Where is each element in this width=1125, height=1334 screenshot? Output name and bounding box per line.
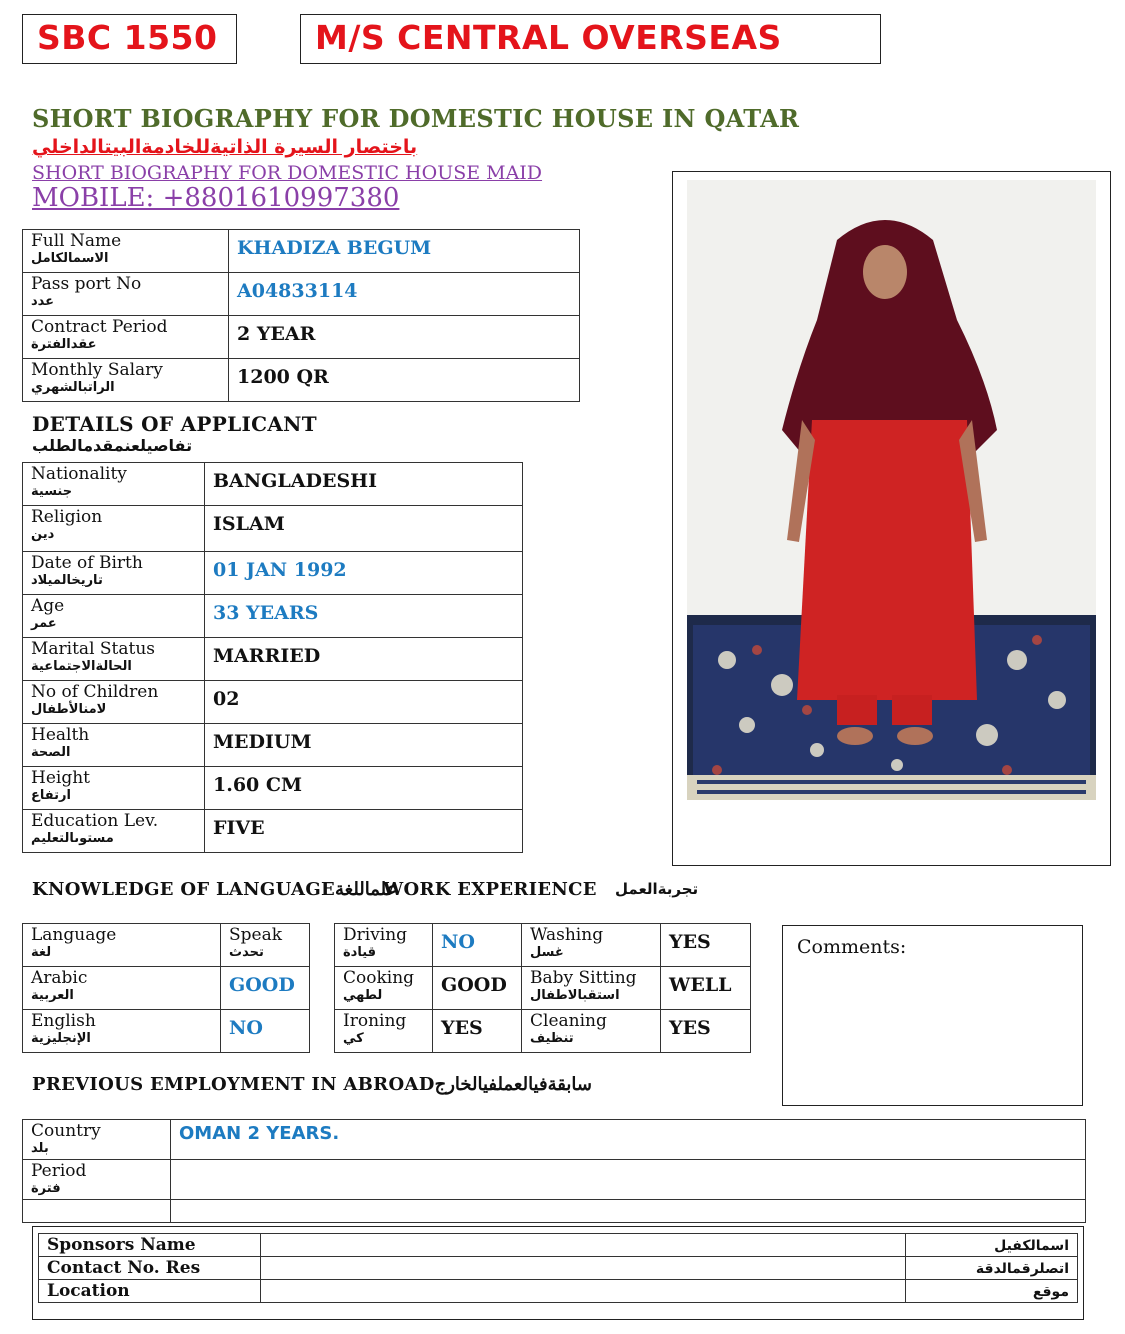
sponsor-table: [38, 1233, 1078, 1303]
field-value: ISLAM: [213, 513, 285, 535]
field-label-cell: [23, 230, 229, 273]
language-heading: KNOWLEDGE OF LANGUAGEعلماللغة: [32, 879, 398, 900]
previous-employment-row: [23, 1160, 1086, 1200]
field-label: Pass port No: [31, 274, 142, 294]
field-label: Monthly Salary: [31, 360, 163, 380]
field-label-arabic: جنسية: [31, 484, 73, 499]
work-value-cell: [433, 1010, 522, 1053]
field-label: Period: [31, 1161, 87, 1181]
field-label-arabic: عدد: [31, 294, 55, 309]
agency-name: M/S CENTRAL OVERSEAS: [300, 14, 881, 64]
detail-row: [23, 681, 523, 724]
field-value-cell: [171, 1160, 1086, 1200]
field-value: MARRIED: [213, 645, 321, 667]
language-value-cell: [221, 1010, 310, 1053]
empty-cell: [23, 1200, 171, 1223]
language-label: Arabic: [31, 968, 88, 988]
detail-row: [23, 724, 523, 767]
language-label: English: [31, 1011, 96, 1031]
field-value: OMAN 2 YEARS.: [179, 1123, 340, 1144]
field-label: Full Name: [31, 231, 122, 251]
language-label: Language: [31, 925, 117, 945]
work-label-arabic: تنظيف: [530, 1031, 574, 1046]
work-label-cell: [522, 924, 661, 967]
field-value-cell: [229, 273, 580, 316]
sponsor-label: Sponsors Name: [47, 1235, 196, 1255]
field-value: KHADIZA BEGUM: [237, 237, 432, 259]
sponsor-label-arabic-cell: [906, 1280, 1078, 1303]
basic-info-row: [23, 230, 580, 273]
sponsor-value-cell[interactable]: [261, 1280, 906, 1303]
field-label-cell: [23, 724, 205, 767]
basic-info-row: [23, 273, 580, 316]
basic-info-row: [23, 359, 580, 402]
work-label: Ironing: [343, 1011, 407, 1031]
field-label-arabic: بلد: [31, 1141, 49, 1156]
work-value: NO: [441, 931, 475, 953]
sponsor-row: [39, 1280, 1078, 1303]
language-value-cell: [221, 967, 310, 1010]
photo-frame: [672, 171, 1111, 866]
field-value-cell: [205, 552, 523, 595]
sponsor-label-arabic: موقع: [1032, 1284, 1069, 1300]
work-value: YES: [441, 1017, 483, 1039]
detail-row: [23, 638, 523, 681]
field-label-arabic: عمر: [31, 616, 57, 631]
field-label-cell: [23, 1160, 171, 1200]
work-value: GOOD: [441, 974, 507, 996]
sponsor-label: Contact No. Res: [47, 1258, 201, 1278]
field-label: Contract Period: [31, 317, 168, 337]
basic-info-table: [22, 229, 580, 402]
field-label: Religion: [31, 507, 103, 527]
field-value-cell: [229, 316, 580, 359]
sponsor-value-cell[interactable]: [261, 1234, 906, 1257]
field-label-cell: [23, 595, 205, 638]
language-row: [23, 967, 310, 1010]
field-label-cell: [23, 359, 229, 402]
work-row: [335, 924, 751, 967]
detail-row: [23, 767, 523, 810]
work-label-arabic: غسل: [530, 945, 564, 960]
work-value: YES: [669, 1017, 711, 1039]
field-label-cell: [23, 273, 229, 316]
sponsor-label-cell: [39, 1280, 261, 1303]
work-value-cell: [661, 967, 751, 1010]
field-value-cell: [205, 681, 523, 724]
field-label-arabic: عقدالفترة: [31, 337, 97, 352]
language-row: [23, 924, 310, 967]
language-label-cell: [23, 1010, 221, 1053]
previous-employment-heading: PREVIOUS EMPLOYMENT IN ABROADسابقةفيالعملفيالخارج: [32, 1074, 592, 1095]
field-label: Age: [31, 596, 65, 616]
previous-employment-row: [23, 1120, 1086, 1160]
work-experience-table: [334, 923, 751, 1053]
field-label-cell: [23, 638, 205, 681]
details-table: [22, 462, 523, 853]
work-value-cell: [433, 967, 522, 1010]
field-value: 01 JAN 1992: [213, 559, 347, 581]
sponsor-label-arabic-cell: [906, 1234, 1078, 1257]
field-label-arabic: تاريخالميلاد: [31, 573, 103, 588]
language-label-arabic: العربية: [31, 988, 74, 1003]
language-table: [22, 923, 310, 1053]
field-value: 1200 QR: [237, 366, 329, 388]
field-label: Height: [31, 768, 90, 788]
sponsor-label-cell: [39, 1257, 261, 1280]
document-title: SHORT BIOGRAPHY FOR DOMESTIC HOUSE IN QATAR: [32, 104, 800, 133]
comments-label: Comments:: [797, 936, 907, 958]
work-row: [335, 1010, 751, 1053]
work-value-cell: [661, 1010, 751, 1053]
field-label: Health: [31, 725, 90, 745]
applicant-photo: [687, 180, 1096, 800]
field-label-arabic: الصحة: [31, 745, 71, 760]
work-label: Baby Sitting: [530, 968, 637, 988]
language-value: Speak: [229, 925, 283, 945]
language-label-cell: [23, 924, 221, 967]
previous-employment-row: [23, 1200, 1086, 1223]
field-value: 2 YEAR: [237, 323, 316, 345]
work-label-arabic: لطهي: [343, 988, 383, 1003]
field-label-cell: [23, 681, 205, 724]
work-label-cell: [335, 924, 433, 967]
sponsor-row: [39, 1257, 1078, 1280]
sponsor-label: Location: [47, 1281, 130, 1301]
sponsor-label-arabic-cell: [906, 1257, 1078, 1280]
work-label-arabic: استقبالاطفال: [530, 988, 620, 1003]
work-value: WELL: [669, 974, 732, 996]
detail-row: [23, 506, 523, 552]
work-label: Cooking: [343, 968, 415, 988]
subtitle: SHORT BIOGRAPHY FOR DOMESTIC HOUSE MAID: [32, 162, 543, 184]
field-label-cell: [23, 552, 205, 595]
work-label-cell: [522, 967, 661, 1010]
field-label: No of Children: [31, 682, 159, 702]
mobile-number: MOBILE: +8801610997380: [32, 183, 400, 213]
field-value-cell: [205, 810, 523, 853]
arabic-title: باختصار السيرة الذاتيةللخادمةالبيتالداخلي: [32, 136, 418, 158]
work-label-arabic: كي: [343, 1031, 364, 1046]
field-label-arabic: الحالةالاجتماعية: [31, 659, 132, 674]
field-label-cell: [23, 316, 229, 359]
field-value-cell: [171, 1120, 1086, 1160]
work-label: Driving: [343, 925, 408, 945]
work-label-cell: [522, 1010, 661, 1053]
sponsor-box: [32, 1226, 1084, 1320]
detail-row: [23, 595, 523, 638]
language-label-arabic: لغة: [31, 945, 52, 960]
detail-row: [23, 810, 523, 853]
field-value-cell: [205, 463, 523, 506]
language-value-arabic: تحدث: [229, 945, 264, 960]
work-label-cell: [335, 1010, 433, 1053]
work-value: YES: [669, 931, 711, 953]
sponsor-row: [39, 1234, 1078, 1257]
details-heading-arabic: تفاصيلعنمقدمالطلب: [32, 436, 193, 455]
field-label-arabic: مستوىالتعليم: [31, 831, 114, 846]
field-value-cell: [205, 724, 523, 767]
previous-employment-table: [22, 1119, 1086, 1223]
field-label: Marital Status: [31, 639, 156, 659]
language-label-cell: [23, 967, 221, 1010]
language-value: NO: [229, 1017, 263, 1039]
field-value: 1.60 CM: [213, 774, 303, 796]
detail-row: [23, 552, 523, 595]
basic-info-row: [23, 316, 580, 359]
work-label-arabic: قيادة: [343, 945, 377, 960]
sponsor-label-arabic: اسمالكفيل: [994, 1238, 1069, 1254]
field-label-arabic: دين: [31, 527, 55, 542]
field-label-cell: [23, 810, 205, 853]
field-value-cell: [205, 506, 523, 552]
sponsor-label-arabic: اتصلرقمالدقة: [975, 1261, 1069, 1277]
field-label: Nationality: [31, 464, 127, 484]
field-label: Date of Birth: [31, 553, 143, 573]
field-value: MEDIUM: [213, 731, 312, 753]
field-value-cell: [205, 767, 523, 810]
field-value: BANGLADESHI: [213, 470, 378, 492]
empty-cell: [171, 1200, 1086, 1223]
sponsor-value-cell[interactable]: [261, 1257, 906, 1280]
language-label-arabic: الإنجليزية: [31, 1031, 91, 1046]
field-value: 02: [213, 688, 240, 710]
field-label-arabic: ارتفاع: [31, 788, 71, 803]
work-experience-heading-arabic: تجربةالعمل: [615, 880, 699, 898]
field-label-cell: [23, 463, 205, 506]
sponsor-label-cell: [39, 1234, 261, 1257]
reference-code: SBC 1550: [22, 14, 237, 64]
field-label: Country: [31, 1121, 101, 1141]
field-label-arabic: الاسمالكامل: [31, 251, 109, 266]
language-value-cell: [221, 924, 310, 967]
comments-box: [782, 925, 1083, 1106]
field-label-arabic: الراتبالشهري: [31, 380, 115, 395]
field-label-cell: [23, 1120, 171, 1160]
work-value-cell: [661, 924, 751, 967]
field-value-cell: [205, 595, 523, 638]
field-label-arabic: لامنالأطفال: [31, 702, 107, 717]
work-value-cell: [433, 924, 522, 967]
work-experience-heading: WORK EXPERIENCE: [383, 879, 597, 900]
field-value-cell: [229, 230, 580, 273]
detail-row: [23, 463, 523, 506]
language-row: [23, 1010, 310, 1053]
language-value: GOOD: [229, 974, 295, 996]
field-label-cell: [23, 767, 205, 810]
field-label: Education Lev.: [31, 811, 159, 831]
work-label: Washing: [530, 925, 604, 945]
work-label-cell: [335, 967, 433, 1010]
field-label-cell: [23, 506, 205, 552]
work-row: [335, 967, 751, 1010]
details-heading: DETAILS OF APPLICANT: [32, 412, 317, 436]
work-label: Cleaning: [530, 1011, 607, 1031]
field-value-cell: [229, 359, 580, 402]
field-value: A04833114: [237, 280, 358, 302]
field-value: FIVE: [213, 817, 265, 839]
field-value: 33 YEARS: [213, 602, 319, 624]
field-value-cell: [205, 638, 523, 681]
field-label-arabic: فترة: [31, 1181, 61, 1196]
